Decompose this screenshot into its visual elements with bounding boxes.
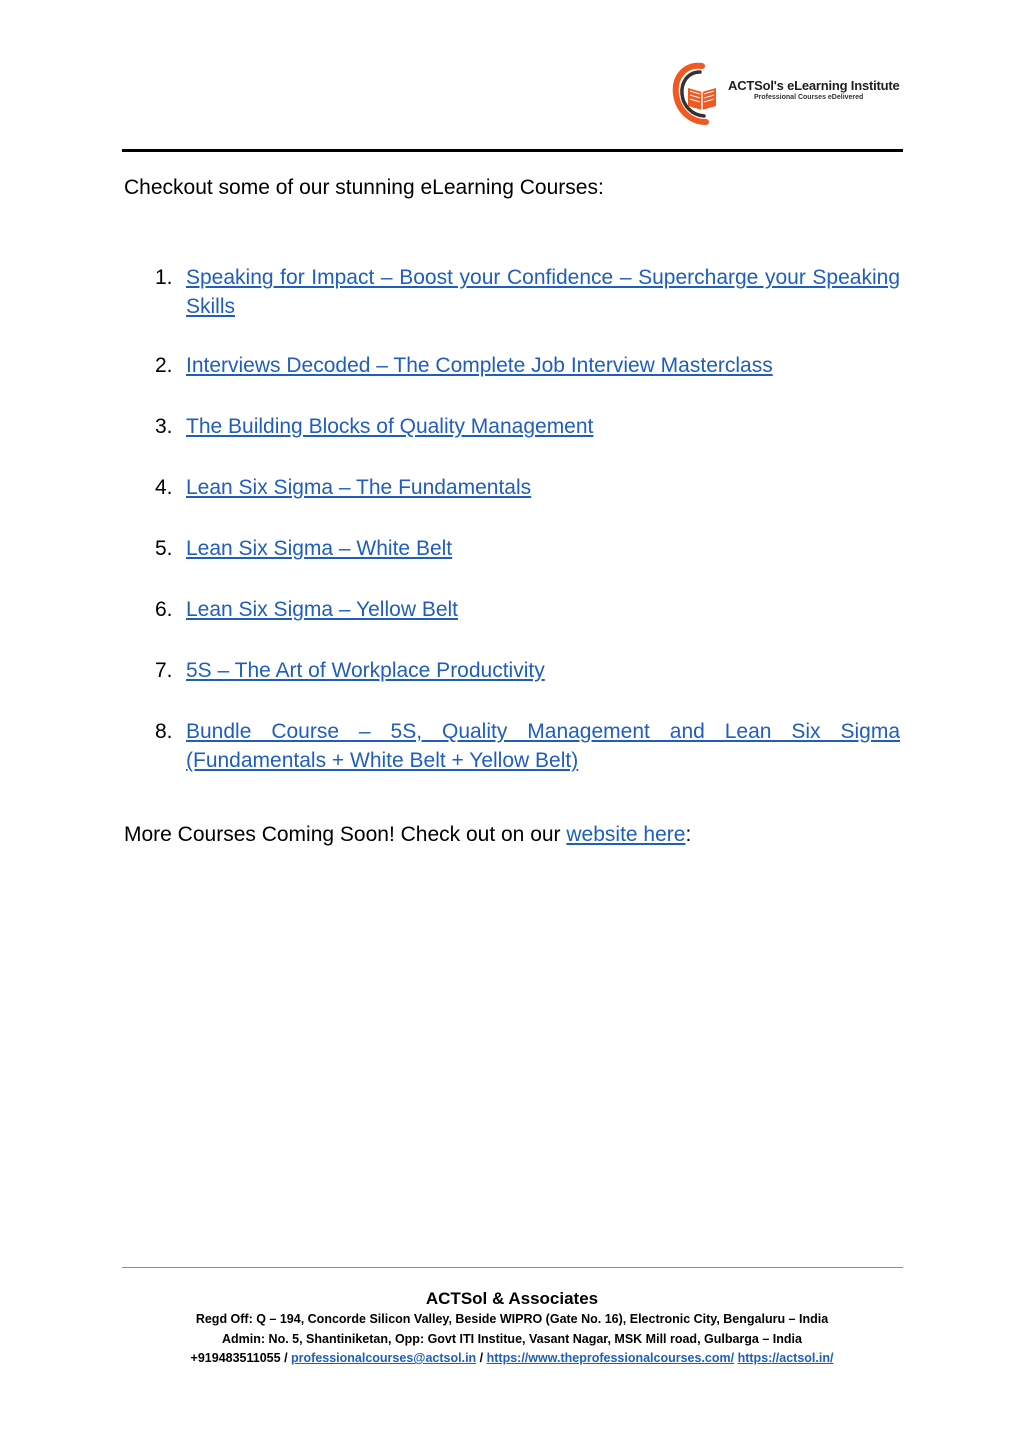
course-link-speaking-for-impact[interactable]: Speaking for Impact – Boost your Confidence – Supercharge your Speaking Skills [186,266,900,318]
list-item [124,351,900,380]
footer-regd-address: Regd Off: Q – 194, Concorde Silicon Valley, Beside WIPRO (Gate No. 16), Electronic City, Bengaluru – India [195,1312,829,1326]
list-number: 7. [155,659,173,682]
intro-text: Checkout some of our stunning eLearning Courses: [124,176,604,199]
footer-company: ACTSol & Associates [425,1289,599,1308]
book-logo-icon [672,60,724,126]
list-item [124,717,900,775]
list-item [124,534,900,563]
course-link-bundle[interactable]: Bundle Course – 5S, Quality Management and Lean Six Sigma (Fundamentals + White Belt + Yellow Belt) [186,720,900,772]
more-courses-text: More Courses Coming Soon! Check out on our [124,823,567,846]
footer-contact-line [0,1349,1024,1369]
footer-divider [122,1267,903,1268]
footer [0,1288,1024,1369]
website-link[interactable]: website here [566,823,686,846]
list-item [124,595,900,624]
footer-site-link[interactable]: https://www.theprofessionalcourses.com/ [486,1351,735,1365]
list-item [124,473,900,502]
header-divider [122,149,903,152]
company-logo [672,60,902,126]
logo-subtitle: Professional Courses eDelivered [754,93,864,101]
more-courses-suffix: : [685,823,692,846]
list-number: 3. [155,415,173,438]
footer-admin-address: Admin: No. 5, Shantiniketan, Opp: Govt ITI Institue, Vasant Nagar, MSK Mill road, Gulbarga – India [222,1331,802,1346]
list-number: 1. [155,266,173,289]
list-number: 2. [155,354,173,377]
course-link-lss-white-belt[interactable]: Lean Six Sigma – White Belt [186,537,453,560]
list-number: 5. [155,537,173,560]
list-item [124,263,900,321]
list-number: 4. [155,476,173,499]
course-link-quality-management[interactable]: The Building Blocks of Quality Management [186,415,594,438]
list-number: 6. [155,598,173,621]
course-link-lss-fundamentals[interactable]: Lean Six Sigma – The Fundamentals [186,476,532,499]
footer-phone: +919483511055 [190,1351,281,1365]
list-item [124,412,900,441]
course-link-lss-yellow-belt[interactable]: Lean Six Sigma – Yellow Belt [186,598,459,621]
course-link-5s[interactable]: 5S – The Art of Workplace Productivity [186,659,545,682]
course-link-interviews-decoded[interactable]: Interviews Decoded – The Complete Job Interview Masterclass [186,354,773,377]
more-courses-line [124,823,691,847]
footer-actsol-link[interactable]: https://actsol.in/ [737,1351,834,1365]
course-list [124,263,900,775]
list-number: 8. [155,720,173,743]
logo-title: ACTSol's eLearning Institute [728,77,900,93]
footer-email-link[interactable]: professionalcourses@actsol.in [291,1351,477,1365]
list-item [124,656,900,685]
footer-separator: / [476,1351,487,1365]
footer-separator: / [280,1351,292,1365]
